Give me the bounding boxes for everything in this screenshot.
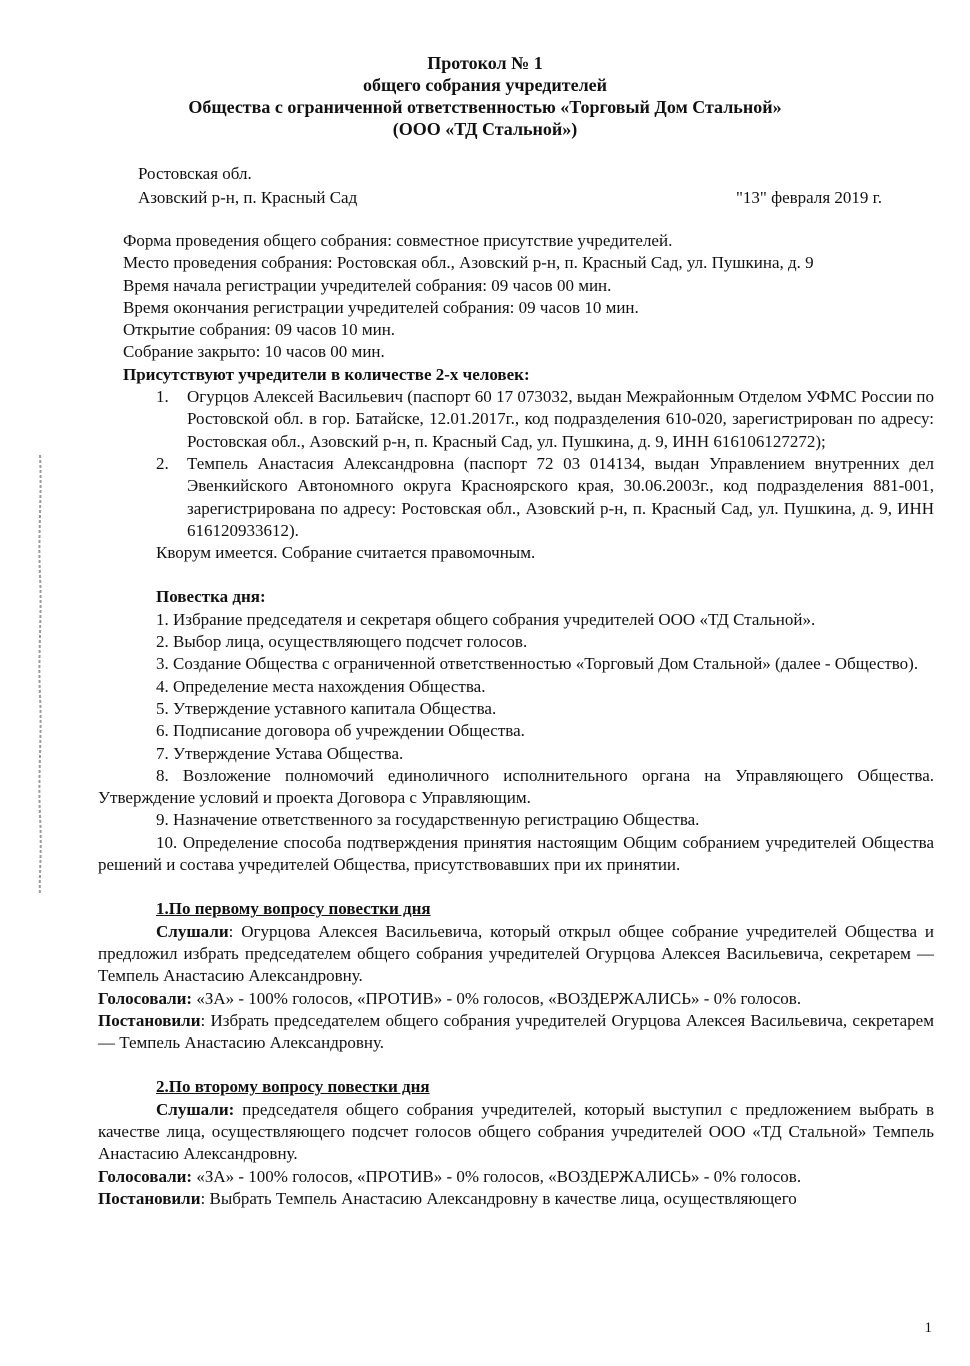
- question-1-voted: [98, 988, 934, 1010]
- list-item: [98, 386, 934, 453]
- place-locality: Азовский р-н, п. Красный Сад: [138, 188, 358, 207]
- page-number: 1: [924, 1320, 932, 1336]
- resolved-text: : Выбрать Темпель Анастасию Александровну в качестве лица, осуществляющего: [200, 1188, 797, 1208]
- present-title: Присутствуют учредители в количестве 2-х человек:: [123, 364, 530, 384]
- company-short-name: (ООО «ТД Стальной»): [392, 119, 578, 139]
- heard-text: : Огурцова Алексея Васильевича, который открыл общее собрание учредителей Общества и предложил избрать председателем общего собрания учредителей Огурцова Алексея Васильевича, секретарем — Темпель Анастасию Александровну.: [98, 921, 934, 986]
- question-2-voted: [98, 1166, 934, 1188]
- agenda-item: 4. Определение места нахождения Общества.: [156, 676, 486, 696]
- question-1-title: 1.По первому вопросу повестки дня: [156, 899, 431, 919]
- document-header: [0, 52, 970, 140]
- agenda-item: 2. Выбор лица, осуществляющего подсчет голосов.: [156, 632, 528, 652]
- agenda-list: [98, 609, 934, 877]
- document-body: [98, 230, 934, 1210]
- question-2-resolved: [98, 1188, 934, 1210]
- voted-text: «ЗА» - 100% голосов, «ПРОТИВ» - 0% голосов, «ВОЗДЕРЖАЛИСЬ» - 0% голосов.: [192, 1166, 802, 1186]
- meeting-place: [138, 162, 357, 210]
- protocol-number: Протокол № 1: [427, 53, 543, 73]
- agenda-item: 6. Подписание договора об учреждении Общества.: [156, 721, 525, 741]
- agenda-item: 5. Утверждение уставного капитала Общества.: [156, 698, 497, 718]
- resolved-label: Постановили: [98, 1010, 201, 1030]
- heard-label: Слушали:: [156, 1099, 235, 1119]
- agenda-item: 1. Избрание председателя и секретаря общего собрания учредителей ООО «ТД Стальной».: [156, 609, 816, 629]
- meeting-date: "13" февраля 2019 г.: [735, 188, 882, 207]
- question-2-heard: [98, 1099, 934, 1166]
- meeting-close: Собрание закрыто: 10 часов 00 мин.: [123, 342, 385, 362]
- voted-text: «ЗА» - 100% голосов, «ПРОТИВ» - 0% голосов, «ВОЗДЕРЖАЛИСЬ» - 0% голосов.: [192, 988, 802, 1008]
- founder-text: Огурцов Алексей Васильевич (паспорт 60 17 073032, выдан Межрайонным Отделом УФМС России по Ростовской обл. в гор. Батайске, 12.01.2017г., код подразделения 610-020, зарегистрирован по адресу: Ростовская обл., Азовский р-н, п. Красный Сад, ул. Пушкина, д. 9, ИНН 616106127272);: [187, 387, 934, 451]
- meeting-open: Открытие собрания: 09 часов 10 мин.: [123, 320, 396, 340]
- meeting-details: [98, 230, 934, 386]
- heard-label: Слушали: [156, 921, 229, 941]
- agenda-title: Повестка дня:: [156, 587, 266, 607]
- resolved-text: : Избрать председателем общего собрания учредителей Огурцова Алексея Васильевича, секретарем — Темпель Анастасию Александровну.: [98, 1010, 934, 1053]
- list-item: [98, 453, 934, 542]
- registration-start: Время начала регистрации учредителей собрания: 09 часов 00 мин.: [123, 275, 612, 295]
- binding-thread: [36, 455, 44, 895]
- agenda-item: 7. Утверждение Устава Общества.: [156, 743, 404, 763]
- quorum-statement: Кворум имеется. Собрание считается правомочным.: [156, 543, 536, 563]
- resolved-label: Постановили: [98, 1188, 201, 1208]
- founder-number: 1.: [156, 387, 169, 407]
- registration-end: Время окончания регистрации учредителей собрания: 09 часов 10 мин.: [123, 297, 639, 317]
- agenda-item: 3. Создание Общества с ограниченной ответственностью «Торговый Дом Стальной» (далее - Общество).: [156, 654, 919, 674]
- question-1-heard: [98, 921, 934, 988]
- heard-text: председателя общего собрания учредителей, который выступил с предложением выбрать в качестве лица, осуществляющего подсчет голосов общего собрания учредителей ООО «ТД Стальной» Темпель Анастасию Александровну.: [98, 1099, 934, 1164]
- voted-label: Голосовали:: [98, 988, 193, 1008]
- place-region: Ростовская обл.: [138, 164, 252, 183]
- voted-label: Голосовали:: [98, 1166, 193, 1186]
- founders-list: [98, 386, 934, 542]
- agenda-item: 8. Возложение полномочий единоличного исполнительного органа на Управляющего Общества. Утверждение условий и проекта Договора с Управляющим.: [98, 765, 934, 808]
- meeting-form: Форма проведения общего собрания: совместное присутствие учредителей.: [123, 231, 673, 250]
- company-full-name: Общества с ограниченной ответственностью «Торговый Дом Стальной»: [188, 97, 782, 117]
- agenda-item: 10. Определение способа подтверждения принятия настоящим Общим собранием учредителей Общества решений и состава учредителей Общества, присутствовавших при их принятии.: [98, 832, 934, 875]
- meeting-location: Место проведения собрания: Ростовская обл., Азовский р-н, п. Красный Сад, ул. Пушкина, д. 9: [123, 253, 814, 273]
- founder-number: 2.: [156, 453, 169, 473]
- protocol-subtitle: общего собрания учредителей: [362, 75, 608, 95]
- agenda-item: 9. Назначение ответственного за государственную регистрацию Общества.: [156, 810, 700, 830]
- question-2-title: 2.По второму вопросу повестки дня: [156, 1077, 430, 1097]
- question-1-resolved: [98, 1010, 934, 1055]
- founder-text: Темпель Анастасия Александровна (паспорт 72 03 014134, выдан Управлением внутренних дел Эвенкийского Автономного округа Красноярского края, 30.06.2003г., код подразделения 881-001, зарегистрирована по адресу: Ростовская обл., Азовский р-н, п. Красный Сад, ул. Пушкина, д. 9, ИНН 616120933612).: [187, 453, 934, 540]
